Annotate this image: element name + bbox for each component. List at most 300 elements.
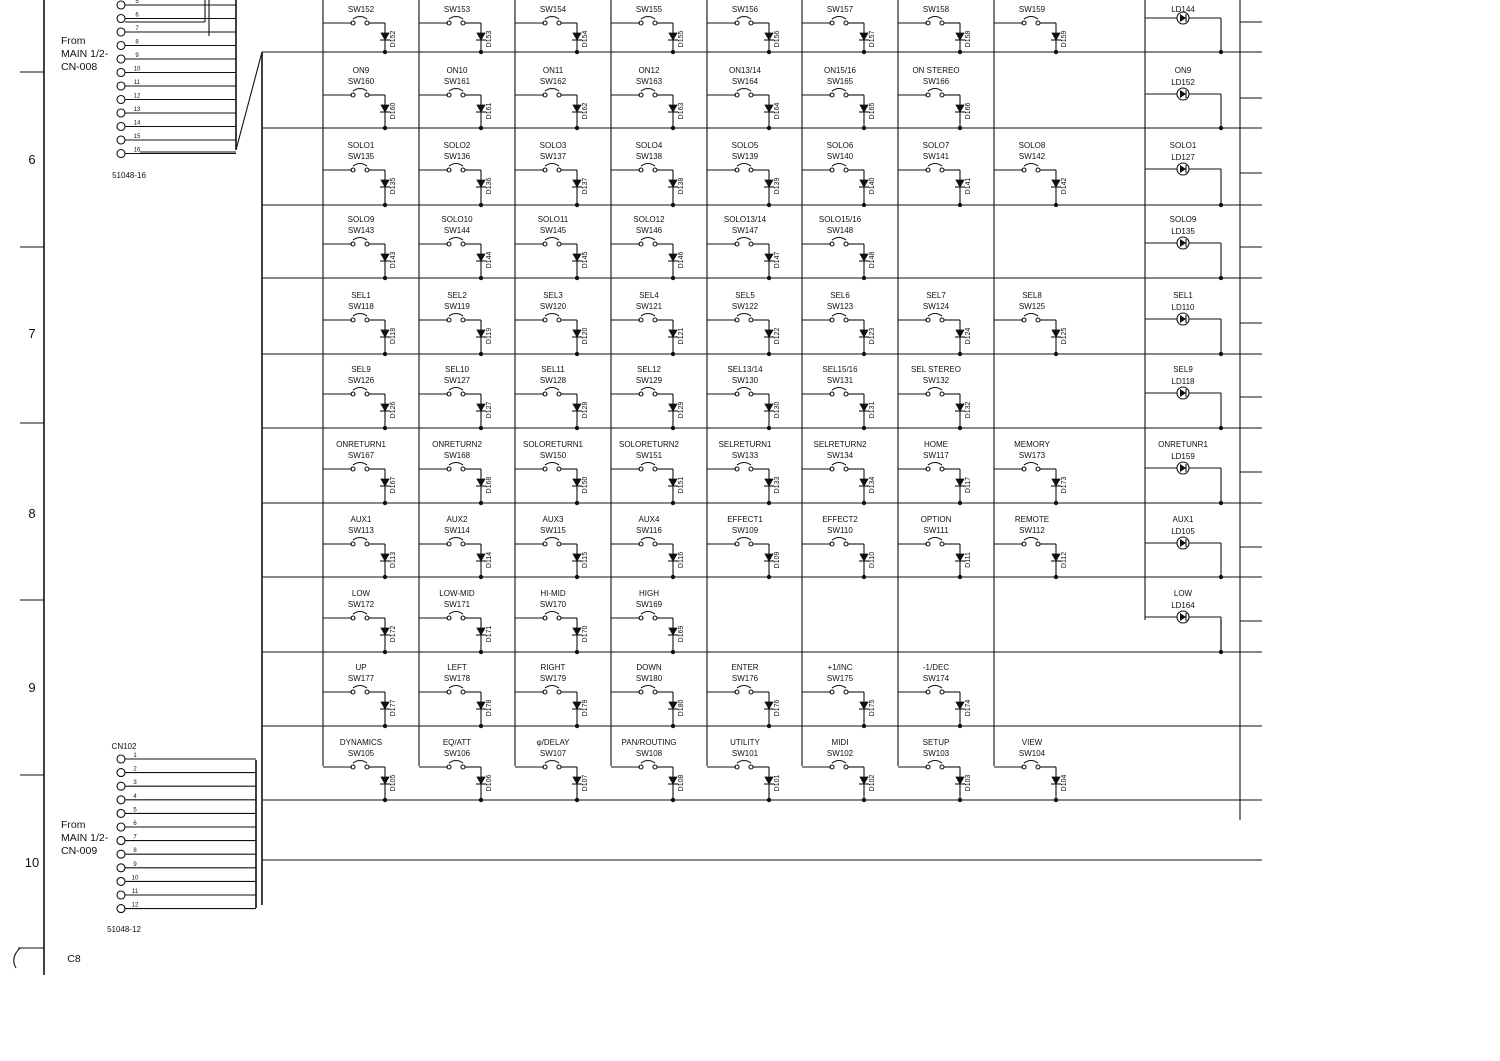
switch-cell xyxy=(611,66,685,130)
switch-cell xyxy=(323,738,397,802)
diode-ref: D110 xyxy=(869,551,876,569)
diode-symbol xyxy=(860,702,868,709)
switch-contact xyxy=(365,392,369,396)
switch-ref: SW161 xyxy=(443,77,471,86)
junction-dot xyxy=(767,501,771,505)
switch-actuator xyxy=(737,164,751,167)
diode-symbol xyxy=(669,180,677,187)
switch-name: SEL1 xyxy=(351,291,371,300)
switch-actuator xyxy=(737,17,751,20)
diode-ref: D119 xyxy=(486,327,493,345)
diode-ref: D125 xyxy=(1061,327,1068,345)
diode-symbol xyxy=(477,404,485,411)
led-ref: LD127 xyxy=(1171,153,1195,162)
diode-ref: D104 xyxy=(1061,774,1068,792)
led-arrow xyxy=(1180,239,1186,247)
switch-actuator xyxy=(353,164,367,167)
switch-actuator xyxy=(928,89,942,92)
switch-actuator xyxy=(353,538,367,541)
switch-actuator xyxy=(545,17,559,20)
diode-ref: D109 xyxy=(774,551,781,569)
junction-dot xyxy=(862,575,866,579)
diode-symbol xyxy=(669,628,677,635)
junction-dot xyxy=(958,126,962,130)
switch-name: SELRETURN2 xyxy=(813,440,867,449)
switch-name: MEMORY xyxy=(1014,440,1050,449)
switch-cell xyxy=(419,515,493,579)
led-ref: LD118 xyxy=(1171,377,1195,386)
switch-name: ON11 xyxy=(542,66,564,75)
diode-symbol xyxy=(669,254,677,261)
diode-symbol xyxy=(477,105,485,112)
switch-contact xyxy=(461,467,465,471)
switch-cell xyxy=(707,215,781,280)
switch-name: +1/INC xyxy=(827,663,853,672)
connector-pin xyxy=(117,13,236,23)
switch-ref: SW172 xyxy=(347,600,375,609)
diode-ref: D162 xyxy=(582,102,589,120)
diode-symbol xyxy=(381,105,389,112)
switch-contact xyxy=(653,616,657,620)
switch-name: EQ/ATT xyxy=(442,738,472,747)
led-ref: LD164 xyxy=(1171,601,1195,610)
switch-cell xyxy=(802,440,876,505)
diode-ref: D150 xyxy=(582,476,589,494)
switch-cell xyxy=(323,589,397,654)
switch-contact xyxy=(461,318,465,322)
switch-contact xyxy=(940,542,944,546)
diode-symbol xyxy=(573,330,581,337)
diode-symbol xyxy=(956,702,964,709)
diode-symbol xyxy=(381,404,389,411)
switch-actuator xyxy=(641,89,655,92)
junction-dot xyxy=(862,203,866,207)
pin-circle xyxy=(117,782,125,790)
switch-contact xyxy=(844,392,848,396)
pin-circle xyxy=(117,823,125,831)
diode-ref: D115 xyxy=(582,551,589,569)
switch-ref: SW159 xyxy=(1018,5,1046,14)
diode-symbol xyxy=(765,777,773,784)
row-labels xyxy=(25,152,39,870)
switch-cell xyxy=(611,738,685,802)
diode-symbol xyxy=(860,479,868,486)
diode-symbol xyxy=(573,33,581,40)
switch-name: AUX2 xyxy=(446,515,468,524)
diode-symbol xyxy=(669,554,677,561)
switch-actuator xyxy=(641,538,655,541)
switch-actuator xyxy=(832,17,846,20)
pin-number: 10 xyxy=(131,875,139,882)
diode-symbol xyxy=(860,254,868,261)
diode-symbol xyxy=(477,777,485,784)
pin-circle xyxy=(117,769,125,777)
connector-pin xyxy=(117,835,256,845)
pin-number: 7 xyxy=(135,26,139,32)
switch-cell xyxy=(802,515,876,579)
diode-symbol xyxy=(381,33,389,40)
from-label: From xyxy=(61,35,86,47)
switch-name: SEL2 xyxy=(447,291,467,300)
led-ref: LD159 xyxy=(1171,452,1195,461)
row-label: 10 xyxy=(24,855,40,870)
switch-ref: SW116 xyxy=(636,526,662,535)
switch-name: SOLO4 xyxy=(635,141,663,150)
switch-cell xyxy=(898,291,972,356)
diode-ref: D178 xyxy=(486,699,493,717)
switch-name: UTILITY xyxy=(730,738,760,747)
switch-actuator xyxy=(449,761,463,764)
switch-name: LEFT xyxy=(447,663,467,672)
switch-ref: SW179 xyxy=(539,674,567,683)
switch-ref: SW140 xyxy=(826,152,854,161)
diode-ref: D179 xyxy=(582,699,589,717)
junction-dot xyxy=(575,724,579,728)
switch-actuator xyxy=(353,686,367,689)
switch-actuator xyxy=(832,388,846,391)
diode-ref: D102 xyxy=(869,774,876,792)
diode-ref: D131 xyxy=(869,401,876,419)
from-label: CN-008 xyxy=(61,61,98,73)
pin-number: 2 xyxy=(133,766,137,773)
switch-contact xyxy=(461,542,465,546)
diode-symbol xyxy=(860,33,868,40)
junction-dot xyxy=(958,352,962,356)
diode-ref: D155 xyxy=(678,30,685,48)
diode-ref: D144 xyxy=(486,251,493,269)
connector-pin xyxy=(117,780,256,790)
switch-contact xyxy=(844,21,848,25)
junction-dot xyxy=(575,203,579,207)
diode-symbol xyxy=(573,180,581,187)
diode-ref: D159 xyxy=(1061,30,1068,48)
junction-dot xyxy=(479,203,483,207)
junction-dot xyxy=(1219,575,1223,579)
switch-cell xyxy=(611,515,685,579)
switch-name: SOLO9 xyxy=(347,215,375,224)
switch-cell xyxy=(419,589,493,654)
switch-name: ON9 xyxy=(352,66,370,75)
switch-cell xyxy=(515,5,589,54)
switch-actuator xyxy=(353,388,367,391)
switch-ref: SW110 xyxy=(827,526,853,535)
switch-actuator xyxy=(737,538,751,541)
switch-contact xyxy=(365,467,369,471)
switch-actuator xyxy=(641,17,655,20)
switch-ref: SW109 xyxy=(731,526,759,535)
switch-contact xyxy=(1036,168,1040,172)
switch-name: SEL8 xyxy=(1022,291,1042,300)
switch-cell xyxy=(802,663,876,728)
switch-name: ON STEREO xyxy=(912,66,960,75)
diode-ref: D122 xyxy=(774,327,781,345)
diode-ref: D172 xyxy=(390,625,397,643)
switch-cell xyxy=(707,365,781,430)
switch-name: SEL3 xyxy=(543,291,563,300)
diode-symbol xyxy=(573,105,581,112)
diode-ref: D134 xyxy=(869,476,876,494)
junction-dot xyxy=(575,352,579,356)
switch-ref: SW106 xyxy=(443,749,471,758)
switch-cell xyxy=(515,141,589,207)
junction-dot xyxy=(671,575,675,579)
pin-number: 3 xyxy=(133,780,137,787)
switch-actuator xyxy=(641,612,655,615)
switch-name: ON10 xyxy=(446,66,468,75)
switch-ref: SW152 xyxy=(347,5,375,14)
junction-dot xyxy=(575,575,579,579)
switch-contact xyxy=(653,467,657,471)
switch-actuator xyxy=(928,388,942,391)
diode-ref: D133 xyxy=(774,476,781,494)
junction-dot xyxy=(479,501,483,505)
switch-ref: SW123 xyxy=(826,302,854,311)
switch-name: HI-MID xyxy=(540,589,566,598)
junction-dot xyxy=(383,203,387,207)
junction-dot xyxy=(479,798,483,802)
switch-actuator xyxy=(832,238,846,241)
diode-ref: D120 xyxy=(582,327,589,345)
switch-contact xyxy=(653,542,657,546)
switch-name: SOLO11 xyxy=(537,215,569,224)
switch-name: SELRETURN1 xyxy=(718,440,772,449)
diode-ref: D151 xyxy=(678,476,685,494)
switch-ref: SW137 xyxy=(539,152,567,161)
switch-contact xyxy=(653,690,657,694)
junction-dot xyxy=(958,203,962,207)
diode-symbol xyxy=(669,479,677,486)
switch-contact xyxy=(557,318,561,322)
diode-symbol xyxy=(765,554,773,561)
switch-actuator xyxy=(353,761,367,764)
switch-ref: SW105 xyxy=(347,749,375,758)
switch-actuator xyxy=(1024,164,1038,167)
switch-contact xyxy=(844,242,848,246)
diode-symbol xyxy=(669,330,677,337)
led-name: ONRETUNR1 xyxy=(1158,440,1208,449)
diode-ref: D111 xyxy=(965,552,972,568)
from-label: MAIN 1/2- xyxy=(61,48,109,60)
junction-dot xyxy=(767,203,771,207)
switch-name: SEL9 xyxy=(351,365,371,374)
diode-ref: D160 xyxy=(390,102,397,120)
diode-ref: D137 xyxy=(582,177,589,195)
connector-pin xyxy=(117,903,256,913)
switch-cell xyxy=(994,141,1068,207)
diode-symbol xyxy=(381,777,389,784)
connector-pin xyxy=(117,134,236,144)
junction-dot xyxy=(1219,352,1223,356)
diode-ref: D147 xyxy=(774,251,781,269)
junction-dot xyxy=(862,126,866,130)
switch-cell xyxy=(707,66,781,130)
switch-actuator xyxy=(928,686,942,689)
junction-dot xyxy=(1054,50,1058,54)
switch-name: HIGH xyxy=(639,589,659,598)
switch-contact xyxy=(749,242,753,246)
switch-actuator xyxy=(641,761,655,764)
diode-symbol xyxy=(381,254,389,261)
pin-number: 13 xyxy=(133,107,141,113)
switch-cell xyxy=(898,5,972,54)
diode-ref: D166 xyxy=(965,102,972,120)
corner-label: C8 xyxy=(67,953,81,965)
diode-symbol xyxy=(477,628,485,635)
switch-ref: SW131 xyxy=(826,376,854,385)
pin-circle xyxy=(117,755,125,763)
led-cell xyxy=(1145,215,1262,280)
switch-name: SEL6 xyxy=(830,291,850,300)
diode-symbol xyxy=(956,404,964,411)
switch-name: SOLO5 xyxy=(731,141,759,150)
pin-number: 7 xyxy=(133,834,137,841)
switch-actuator xyxy=(449,686,463,689)
switch-cell xyxy=(898,365,972,430)
diode-symbol xyxy=(1052,777,1060,784)
diode-symbol xyxy=(573,628,581,635)
switch-cell xyxy=(994,515,1068,579)
led-name: LOW xyxy=(1173,589,1193,598)
diode-symbol xyxy=(860,330,868,337)
switch-contact xyxy=(749,21,753,25)
diode-ref: D124 xyxy=(965,327,972,345)
switch-name: AUX4 xyxy=(638,515,660,524)
diode-symbol xyxy=(381,330,389,337)
pin-circle xyxy=(117,82,125,90)
diode-symbol xyxy=(477,180,485,187)
diode-ref: D168 xyxy=(486,476,493,494)
switch-name: PAN/ROUTING xyxy=(621,738,677,747)
switch-actuator xyxy=(641,164,655,167)
junction-dot xyxy=(958,426,962,430)
switch-actuator xyxy=(449,314,463,317)
switch-ref: SW107 xyxy=(539,749,567,758)
diode-ref: D169 xyxy=(678,625,685,643)
switch-ref: SW142 xyxy=(1018,152,1046,161)
connector-cn102 xyxy=(61,742,256,934)
pin-circle xyxy=(117,123,125,131)
switch-name: AUX3 xyxy=(542,515,564,524)
switch-actuator xyxy=(1024,314,1038,317)
switch-actuator xyxy=(832,463,846,466)
diode-ref: D161 xyxy=(486,102,493,120)
switch-ref: SW157 xyxy=(826,5,854,14)
diode-ref: D108 xyxy=(678,774,685,792)
switch-actuator xyxy=(449,238,463,241)
pin-number: 12 xyxy=(133,93,141,100)
diode-ref: D143 xyxy=(390,251,397,269)
switch-cell xyxy=(898,738,972,802)
switch-actuator xyxy=(545,463,559,466)
switch-ref: SW177 xyxy=(347,674,375,683)
led-cell xyxy=(1145,141,1262,207)
switch-ref: SW113 xyxy=(348,526,374,535)
switch-contact xyxy=(461,616,465,620)
switch-ref: SW148 xyxy=(826,226,854,235)
switch-name: DOWN xyxy=(636,663,662,672)
junction-dot xyxy=(671,126,675,130)
pin-number: 9 xyxy=(133,861,137,868)
junction-dot xyxy=(575,501,579,505)
diode-ref: D175 xyxy=(869,699,876,717)
switch-contact xyxy=(365,690,369,694)
switch-contact xyxy=(940,318,944,322)
switch-cell xyxy=(515,440,589,505)
switch-actuator xyxy=(353,612,367,615)
from-label: From xyxy=(61,819,86,831)
switch-actuator xyxy=(545,612,559,615)
junction-dot xyxy=(1054,501,1058,505)
led-arrow xyxy=(1180,90,1186,98)
switch-cell xyxy=(419,291,493,356)
diode-symbol xyxy=(956,777,964,784)
diode-symbol xyxy=(765,180,773,187)
diode-ref: D145 xyxy=(582,251,589,269)
diode-ref: D136 xyxy=(486,177,493,195)
switch-cell xyxy=(611,589,685,654)
diode-symbol xyxy=(669,105,677,112)
switch-ref: SW135 xyxy=(347,152,375,161)
pin-number: 9 xyxy=(135,53,139,59)
switch-contact xyxy=(940,21,944,25)
switch-actuator xyxy=(1024,761,1038,764)
switch-cell xyxy=(707,738,781,802)
switch-ref: SW103 xyxy=(922,749,950,758)
switch-contact xyxy=(557,467,561,471)
led-cell xyxy=(1145,5,1262,54)
diode-symbol xyxy=(477,702,485,709)
switch-contact xyxy=(365,616,369,620)
pin-number: 11 xyxy=(133,80,141,86)
pin-number: 12 xyxy=(131,902,139,909)
connector-name: CN102 xyxy=(111,742,137,751)
switch-name: SOLO6 xyxy=(826,141,854,150)
led-ref: LD152 xyxy=(1171,78,1195,87)
switch-actuator xyxy=(641,238,655,241)
switch-ref: SW117 xyxy=(923,451,949,460)
switch-actuator xyxy=(353,89,367,92)
connector-pin xyxy=(117,26,236,36)
connector-pin xyxy=(117,821,256,831)
junction-dot xyxy=(958,575,962,579)
switch-actuator xyxy=(928,314,942,317)
switch-ref: SW169 xyxy=(635,600,663,609)
diode-symbol xyxy=(1052,554,1060,561)
diode-symbol xyxy=(765,702,773,709)
diode-ref: D171 xyxy=(486,625,493,643)
switch-name: REMOTE xyxy=(1014,515,1050,524)
junction-dot xyxy=(767,352,771,356)
switch-contact xyxy=(749,542,753,546)
switch-contact xyxy=(461,392,465,396)
switch-name: SEL15/16 xyxy=(822,365,858,374)
switch-cell xyxy=(898,141,972,207)
switch-contact xyxy=(844,318,848,322)
pin-circle xyxy=(117,15,125,23)
diode-ref: D163 xyxy=(678,102,685,120)
junction-dot xyxy=(862,50,866,54)
switch-cell xyxy=(323,66,397,130)
switch-cell xyxy=(802,291,876,356)
connector-pin xyxy=(117,67,236,77)
switch-name: LOW xyxy=(351,589,371,598)
switch-contact xyxy=(557,93,561,97)
junction-dot xyxy=(383,575,387,579)
diode-symbol xyxy=(573,777,581,784)
switch-ref: SW150 xyxy=(539,451,567,460)
diode-symbol xyxy=(956,330,964,337)
pin-circle xyxy=(117,905,125,913)
